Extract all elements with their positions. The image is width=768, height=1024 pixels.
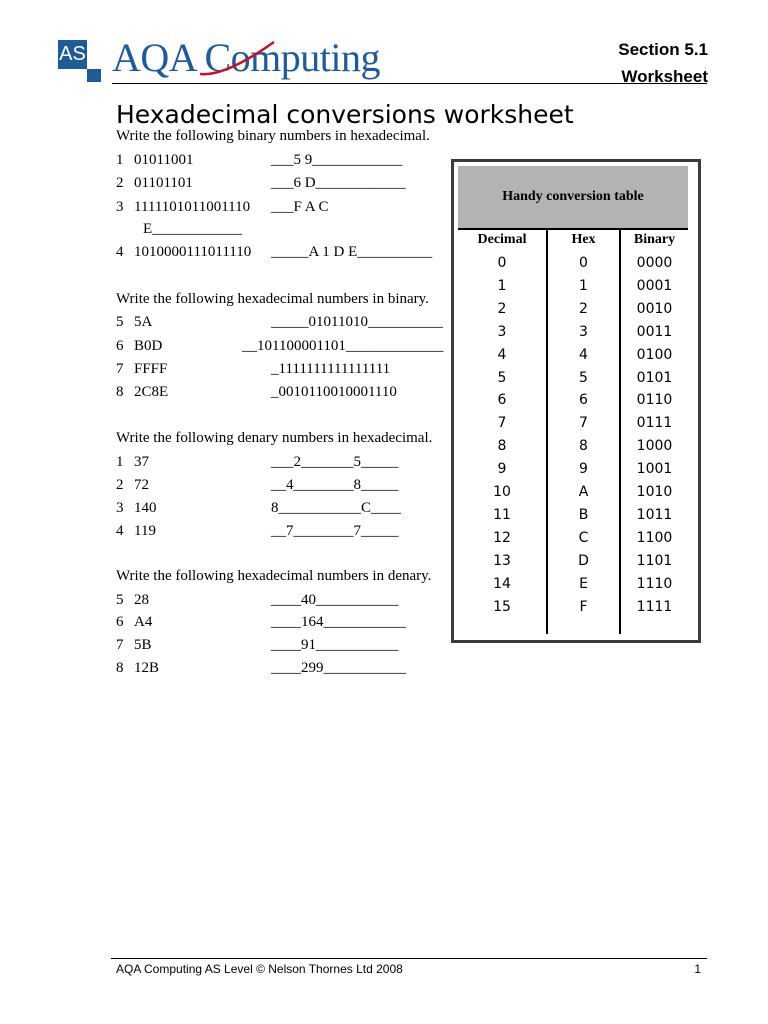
question-number: 6 xyxy=(116,614,124,630)
cell-hex: 1 xyxy=(579,277,588,294)
cell-binary: 1111 xyxy=(636,598,673,615)
cell-binary: 1110 xyxy=(636,575,673,592)
cell-hex: B xyxy=(578,506,589,523)
cell-decimal: 12 xyxy=(493,529,511,546)
question-row xyxy=(116,199,446,221)
question-text: A4 xyxy=(134,614,153,630)
logo-swoosh-icon xyxy=(198,40,278,80)
question-text: 119 xyxy=(134,523,156,539)
cell-hex: 2 xyxy=(579,300,588,317)
cell-binary: 1001 xyxy=(636,461,673,478)
cell-decimal: 4 xyxy=(497,346,507,363)
section-prompt: Write the following binary numbers in hexadecimal. xyxy=(116,128,430,144)
cell-decimal: 10 xyxy=(493,484,511,500)
question-text: 1010000111011110 xyxy=(134,244,252,260)
cell-hex: 5 xyxy=(579,369,588,386)
question-number: 8 xyxy=(116,384,124,400)
column-header-hex: Hex xyxy=(571,232,596,247)
answer-text: __101100001101_____________ xyxy=(242,338,444,354)
question-row xyxy=(116,152,446,174)
logo-badge: AS xyxy=(58,40,87,69)
question-text: 01011001 xyxy=(134,152,194,168)
question-row xyxy=(116,477,446,499)
question-number: 7 xyxy=(116,361,124,377)
question-row xyxy=(116,175,446,197)
question-text: 72 xyxy=(134,477,149,493)
question-row xyxy=(116,361,446,383)
question-number: 5 xyxy=(116,592,124,608)
cell-binary: 0101 xyxy=(636,369,673,386)
answer-text: ____164___________ xyxy=(271,614,406,630)
question-number: 4 xyxy=(116,523,124,539)
column-header-binary: Binary xyxy=(633,232,676,247)
question-row xyxy=(116,523,446,545)
question-text: 37 xyxy=(134,454,149,470)
cell-binary: 0110 xyxy=(636,392,673,409)
cell-decimal: 15 xyxy=(493,598,511,615)
conversion-table xyxy=(451,159,701,643)
question-number: 7 xyxy=(116,637,124,653)
cell-decimal: 6 xyxy=(497,392,507,409)
question-row xyxy=(116,314,446,336)
question-text: 01101101 xyxy=(134,175,193,191)
answer-text: ____299___________ xyxy=(271,660,406,676)
cell-binary: 1101 xyxy=(636,552,673,569)
answer-text: ___2_______5_____ xyxy=(271,454,399,470)
cell-binary: 1000 xyxy=(636,438,673,455)
section-prompt: Write the following denary numbers in hexadecimal. xyxy=(116,430,433,446)
question-row xyxy=(116,592,446,614)
cell-hex: 8 xyxy=(579,438,588,455)
question-row-continued xyxy=(116,221,446,243)
column-header-decimal: Decimal xyxy=(477,232,527,247)
answer-text: __7________7_____ xyxy=(271,523,399,539)
question-row xyxy=(116,500,446,522)
question-number: 3 xyxy=(116,500,124,516)
section-prompt: Write the following hexadecimal numbers in denary. xyxy=(116,568,432,584)
cell-decimal: 1 xyxy=(497,277,507,294)
cell-decimal: 13 xyxy=(493,552,511,569)
cell-decimal: 9 xyxy=(497,461,507,478)
page-number: 1 xyxy=(694,962,701,976)
answer-text: 8___________C____ xyxy=(271,500,402,516)
question-number: 1 xyxy=(116,152,124,168)
footer-divider xyxy=(111,958,707,959)
cell-hex: 7 xyxy=(579,415,588,432)
cell-decimal: 7 xyxy=(497,415,507,432)
question-text: 5B xyxy=(134,637,152,653)
cell-hex: 3 xyxy=(579,323,588,340)
cell-decimal: 8 xyxy=(497,438,507,455)
cell-binary: 1010 xyxy=(636,484,673,500)
cell-binary: 0011 xyxy=(636,323,673,340)
cell-decimal: 0 xyxy=(497,255,507,271)
answer-text: _1111111111111111 xyxy=(271,361,391,377)
answer-continuation: E____________ xyxy=(143,221,243,237)
cell-binary: 0000 xyxy=(636,255,673,271)
page-title: Hexadecimal conversions worksheet xyxy=(116,100,574,129)
cell-hex: E xyxy=(579,575,588,592)
section-prompt: Write the following hexadecimal numbers in binary. xyxy=(116,291,429,307)
cell-hex: D xyxy=(578,552,589,569)
cell-binary: 0100 xyxy=(636,346,673,363)
question-text: 5A xyxy=(134,314,153,330)
cell-decimal: 2 xyxy=(497,300,507,317)
question-row xyxy=(116,338,446,360)
conversion-table-title: Handy conversion table xyxy=(458,166,688,228)
answer-text: ___F A C xyxy=(271,199,329,215)
cell-hex: 6 xyxy=(579,392,588,409)
logo-text: AQA Computing xyxy=(112,35,380,80)
question-row xyxy=(116,614,446,636)
question-text: 12B xyxy=(134,660,160,676)
question-number: 5 xyxy=(116,314,124,330)
answer-text: _____A 1 D E__________ xyxy=(271,244,433,260)
cell-decimal: 14 xyxy=(493,575,511,592)
question-text: B0D xyxy=(134,338,163,354)
cell-binary: 1011 xyxy=(636,506,673,523)
cell-binary: 1100 xyxy=(636,529,673,546)
question-number: 3 xyxy=(116,199,124,215)
question-text: 2C8E xyxy=(134,384,169,400)
question-number: 2 xyxy=(116,175,124,191)
document-type: Worksheet xyxy=(621,67,708,86)
answer-text: _0010110010001110 xyxy=(271,384,397,400)
section-label xyxy=(618,36,708,90)
question-row xyxy=(116,454,446,476)
question-number: 1 xyxy=(116,454,124,470)
header-divider xyxy=(112,83,707,84)
cell-decimal: 5 xyxy=(497,369,507,386)
cell-hex: C xyxy=(578,529,589,546)
question-text: FFFF xyxy=(134,361,168,377)
question-text: 140 xyxy=(134,500,157,516)
cell-hex: 4 xyxy=(579,346,588,363)
question-number: 6 xyxy=(116,338,124,354)
question-row xyxy=(116,244,446,266)
answer-text: ___6 D____________ xyxy=(271,175,406,191)
answer-text: ____91___________ xyxy=(271,637,399,653)
question-text: 1111101011001110 xyxy=(134,199,251,215)
question-row xyxy=(116,637,446,659)
cell-hex: F xyxy=(579,598,588,615)
question-row xyxy=(116,660,446,682)
cell-binary: 0010 xyxy=(636,300,673,317)
cell-hex: A xyxy=(578,484,589,500)
footer-copyright: AQA Computing AS Level © Nelson Thornes Ltd 2008 xyxy=(116,962,403,976)
logo-corner-square xyxy=(87,69,101,82)
question-number: 8 xyxy=(116,660,124,676)
answer-text: ____40___________ xyxy=(271,592,399,608)
question-row xyxy=(116,384,446,406)
section-number: Section 5.1 xyxy=(618,40,708,59)
answer-text: ___5 9____________ xyxy=(271,152,403,168)
answer-text: __4________8_____ xyxy=(271,477,399,493)
question-number: 4 xyxy=(116,244,124,260)
cell-binary: 0111 xyxy=(636,415,673,432)
cell-binary: 0001 xyxy=(636,277,673,294)
cell-hex: 0 xyxy=(579,255,588,271)
question-number: 2 xyxy=(116,477,124,493)
cell-decimal: 11 xyxy=(493,506,511,523)
cell-decimal: 3 xyxy=(497,323,507,340)
question-text: 28 xyxy=(134,592,149,608)
table-header-divider xyxy=(458,228,688,230)
answer-text: _____01011010__________ xyxy=(271,314,443,330)
cell-hex: 9 xyxy=(579,461,588,478)
